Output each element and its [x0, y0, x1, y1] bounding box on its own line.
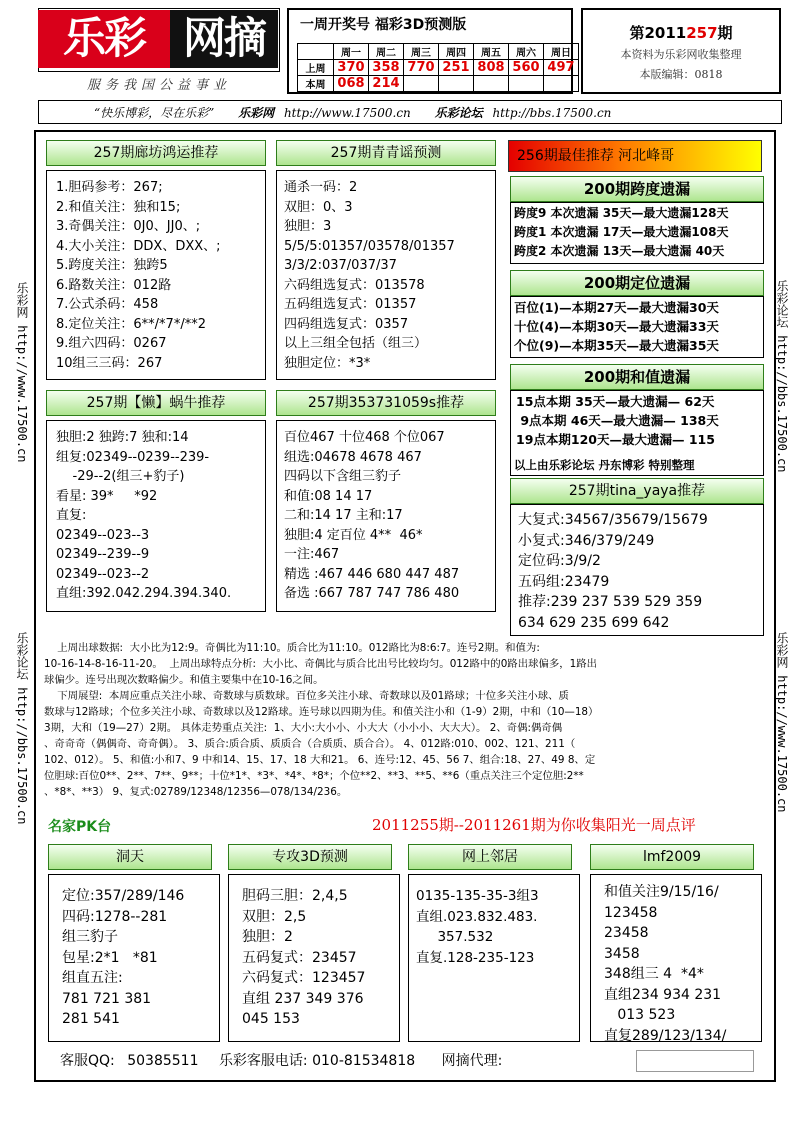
agent-label: 网摘代理:: [441, 1053, 503, 1069]
qq-label: 客服QQ:: [60, 1053, 115, 1069]
draw-number: 770: [404, 60, 439, 76]
draw-number: 497: [544, 60, 579, 76]
draw-number: 560: [509, 60, 544, 76]
panel-text-kuadu: 跨度9 本次遗漏 35天—最大遗漏128天 跨度1 本次遗漏 17天—最大遗漏108天 跨度2 本次遗漏 13天—最大遗漏 40天: [514, 206, 729, 258]
panel-title-353731059s: 257期353731059s推荐: [276, 390, 496, 416]
pk-text-dongtian: 定位:357/289/146 四码:1278--281 组三豹子 包星:2*1 *81 组直五注: 781 721 381 281 541: [62, 888, 185, 1027]
draw-number: [439, 76, 474, 92]
week-title: 一周开奖号 福彩3D预测版: [300, 17, 467, 33]
pk-title-linju: 网上邻居: [408, 844, 572, 870]
edition-note: 本版编辑：0818: [639, 68, 723, 81]
forum-url[interactable]: http://bbs.17500.cn: [492, 106, 612, 120]
pk-section-title: 名家PK台: [48, 819, 112, 835]
draw-number: 251: [439, 60, 474, 76]
pk-title-lmf2009: lmf2009: [590, 844, 754, 870]
draw-number: 068: [334, 76, 369, 92]
pk-banner: 2011255期--2011261期为你收集阳光一周点评: [372, 816, 696, 834]
day-header: 周四: [439, 44, 474, 60]
panel-title-tina: 257期tina_yaya推荐: [510, 478, 764, 504]
side-label-left-bottom: 乐彩论坛 http://bbs.17500.cn: [15, 632, 29, 825]
draw-number: 214: [369, 76, 404, 92]
motto: “快乐博彩，尽在乐彩”: [94, 106, 215, 120]
draw-number: 808: [474, 60, 509, 76]
day-header: 周一: [334, 44, 369, 60]
panel-title-dingwei: 200期定位遗漏: [510, 270, 764, 296]
panel-text-dingwei: 百位(1)—本期27天—最大遗漏30天 十位(4)—本期30天—最大遗漏33天 个位(9)—本期35天—最大遗漏35天: [514, 300, 719, 353]
draw-number: [544, 76, 579, 92]
hezhi-credit: 以上由乐彩论坛 丹东博彩 特别整理: [514, 458, 695, 472]
site-url[interactable]: http://www.17500.cn: [283, 106, 411, 120]
day-header: 周五: [474, 44, 509, 60]
panel-title-langfang: 257期廊坊鸿运推荐: [46, 140, 266, 166]
panel-title-kuadu: 200期跨度遗漏: [510, 176, 764, 202]
logo-black: 网摘: [170, 10, 278, 68]
panel-text-qingqing: 通杀一码：2 双胆：0、3 独胆：3 5/5/5:01357/03578/01357 3/3/2:037/037/37 六码组选复式：013578 五码组选复式：01357 四码组选复式：0357 以上三组全包括（组三） 独胆定位：*3*: [284, 180, 455, 371]
pk-text-zhuangong: 胆码三胆：2,4,5 双胆：2,5 独胆：2 五码复式：23457 六码复式：123457 直组 237 349 376 045 153: [242, 888, 366, 1027]
logo-red: 乐彩: [38, 10, 170, 68]
slogan: 服务我国公益事业: [86, 78, 231, 93]
pk-title-dongtian: 洞天: [48, 844, 212, 870]
side-label-right-top: 乐彩论坛 http://bbs.17500.cn: [775, 280, 789, 473]
draw-number: 370: [334, 60, 369, 76]
pk-text-linju: 0135-135-35-3组3 直组.023.832.483. 357.532 直复.128-235-123: [416, 888, 539, 966]
draw-number: [509, 76, 544, 92]
source-note: 本资料为乐彩网收集整理: [620, 48, 742, 61]
phone-label: 乐彩客服电话:: [218, 1053, 308, 1069]
panel-title-snail: 257期【懒】蜗牛推荐: [46, 390, 266, 416]
draw-number: [474, 76, 509, 92]
draw-number: 358: [369, 60, 404, 76]
panel-text-353731059s: 百位467 十位468 个位067 组选:04678 4678 467 四码以下含组三豹子 和值:08 14 17 二和:14 17 主和:17 独胆:4 定百位 4** 46* 一注:467 精选 :467 446 680 447 487 备选 :667 787 747 786 480: [284, 430, 460, 601]
pk-text-lmf2009: 和值关注9/15/16/ 123458 23458 3458 348组三 4 *4* 直组234 934 231 013 523 直复289/123/134/: [604, 884, 727, 1044]
panel-text-hezhi: 15点本期 35天—最大遗漏— 62天 9点本期 46天—最大遗漏— 138天 19点本期120天—最大遗漏— 115: [516, 394, 719, 447]
forum-label: 乐彩论坛: [434, 106, 483, 120]
day-header: 周二: [369, 44, 404, 60]
issue-number: 第2011257期: [629, 24, 733, 42]
pk-title-zhuangong: 专攻3D预测: [228, 844, 392, 870]
side-label-left-top: 乐彩网 http://www.17500.cn: [15, 282, 29, 463]
row-label: 上周: [298, 60, 334, 76]
panel-text-tina: 大复式:34567/35679/15679 小复式:346/379/249 定位码:3/9/2 五码组:23479 推荐:239 237 539 529 359 634 629 235 699 642: [518, 512, 708, 631]
week-results-table: [297, 43, 579, 92]
panel-text-langfang: 1.胆码参考：267; 2.和值关注：独和15; 3.奇偶关注：0J0、JJ0、; 4.大小关注：DDX、DXX、; 5.跨度关注：独跨5 6.路数关注：012路 7.公式杀码：458 8.定位关注：6**/*7*/**2 9.组六四码：0267 10组三三码：267: [56, 180, 221, 371]
site-label: 乐彩网: [238, 106, 275, 120]
day-header: 周六: [509, 44, 544, 60]
qq-number: 50385511: [127, 1053, 199, 1069]
stats-analysis-text: 上周出球数据: 大小比为12:9。奇偶比为11:10。质合比为11:10。012路比为8:6:7。连号2期。和值为: 10-16-14-8-16-11-20。 上周出球特点分析: 大小比、奇偶比与质合比出号比较均匀。012路中的0路出球偏多，1路出 球偏少。连号出现次数略偏少。和值主要集中在10-16之间。 下周展望: 本周应重点关注小球、奇数球与质数球。百位多关注小球、奇数球以及01路球；十位多关注小球、质 数球与12路球；个位多关注小球、奇数球以及12路球。连号球以四期为佳。和值关注小和（1-9）2期，中和（10—18） 3期，大和（19—27）2期。 具体走势重点关注: 1、大小:大小小、小大大（小小小、大大大）。 2、奇偶:偶奇偶 、奇奇奇（偶偶奇、奇奇偶）。 3、质合:质合质、质质合（合质质、质合合）。 4、012路:010、002、121、211（ 102、012）。 5、和值:小和7、9 中和14、15、17、18 大和21。 6、连号:12、45、56 7、组合:18、27、49 8、定 位胆球:百位0**、2**、7**、9**；十位*1*、*3*、*4*、*8*；个位**2、**3、**5、**6（重点关注三个定位胆:2** 、*8*、**3） 9、复式:02789/12348/12356—078/134/236。: [44, 642, 599, 798]
panel-title-qingqing: 257期青青谣预测: [276, 140, 496, 166]
panel-text-snail: 独胆:2 独跨:7 独和:14 组复:02349--0239--239- -29--2(组三+豹子) 看星: 39* *92 直复: 02349--023--3 02349--239--9 02349--023--2 直组:392.042.294.394.340.: [56, 430, 232, 601]
url-bar: [38, 100, 782, 124]
row-label: 本周: [298, 76, 334, 92]
day-header: 周日: [544, 44, 579, 60]
day-header: 周三: [404, 44, 439, 60]
panel-title-hezhi: 200期和值遗漏: [510, 364, 764, 390]
phone-number: 010-81534818: [312, 1053, 416, 1069]
side-label-right-bottom: 乐彩网 http://www.17500.cn: [775, 632, 789, 813]
draw-number: [404, 76, 439, 92]
agent-blank-box: [636, 1050, 754, 1072]
best-recommendation-banner: 256期最佳推荐 河北峰哥: [508, 140, 762, 172]
